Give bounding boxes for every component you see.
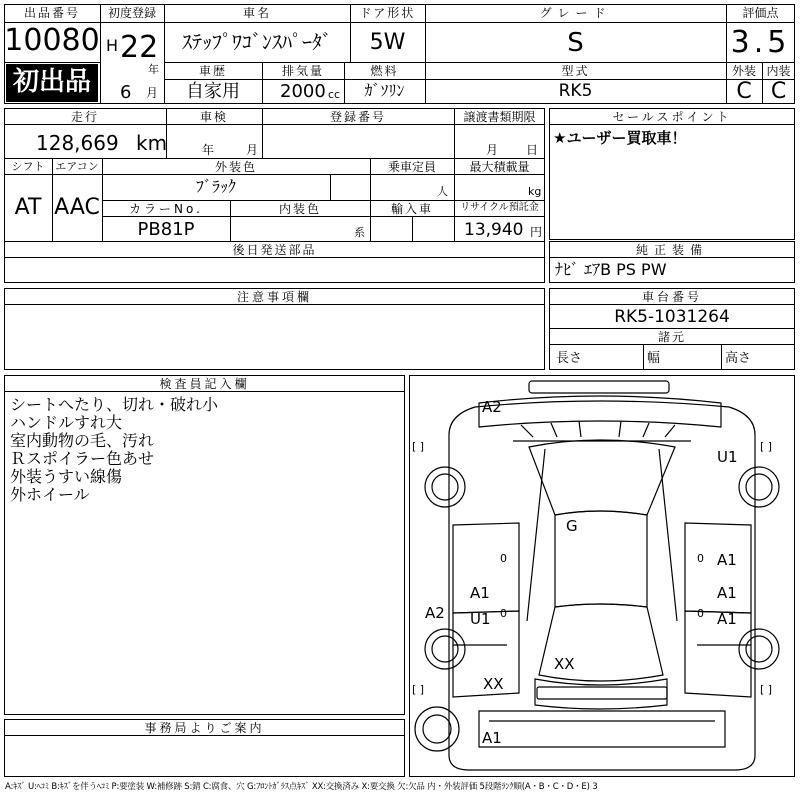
person-unit: 人 bbox=[437, 185, 448, 198]
bracket-mark: [ ] bbox=[412, 440, 425, 453]
chassis-label: 車台番号 bbox=[641, 290, 702, 304]
zero-mark: 0 bbox=[500, 552, 507, 565]
reg-year: 22 bbox=[120, 30, 159, 65]
inspection-label: 車検 bbox=[199, 110, 228, 124]
transfer-day-unit: 日 bbox=[526, 143, 539, 157]
exterior-score: C bbox=[736, 79, 752, 104]
ext-color: ﾌﾞﾗｯｸ bbox=[195, 177, 236, 196]
int-color-label: 内装色 bbox=[278, 202, 321, 216]
capacity-label: 乗車定員 bbox=[387, 160, 436, 174]
damage-mark: A2 bbox=[425, 604, 445, 622]
door-type: 5W bbox=[369, 30, 406, 55]
sales-point-box bbox=[549, 108, 795, 240]
history: 自家用 bbox=[186, 81, 240, 102]
grade-label: グレード bbox=[539, 6, 612, 20]
damage-mark: A1 bbox=[482, 729, 502, 747]
zero-mark: 0 bbox=[500, 607, 507, 620]
damage-mark: A1 bbox=[470, 584, 490, 602]
interior-label: 内装 bbox=[766, 64, 791, 78]
sales-point-label: セールスポイント bbox=[612, 110, 732, 124]
import-label: 輸入車 bbox=[390, 202, 433, 216]
displacement: 2000 bbox=[280, 81, 326, 102]
bracket-mark: [ ] bbox=[760, 440, 773, 453]
reg-era: H bbox=[106, 36, 119, 55]
equipment-label: 純正装備 bbox=[635, 243, 708, 257]
ac-label: エアコン bbox=[55, 160, 99, 173]
first-listing-text: 初出品 bbox=[12, 67, 91, 97]
dims-width: 幅 bbox=[647, 351, 661, 366]
color-no-label: カラーNo. bbox=[129, 202, 203, 216]
displacement-label: 排気量 bbox=[281, 64, 324, 78]
shift-label: シフト bbox=[11, 160, 45, 173]
damage-mark: U1 bbox=[470, 610, 491, 628]
inspector-line: Ｒスポイラー色あせ bbox=[10, 449, 155, 468]
score: 3.5 bbox=[730, 25, 791, 60]
car-name: ｽﾃｯﾌﾟﾜｺﾞﾝｽﾊﾟｰﾀﾞ bbox=[182, 30, 332, 54]
recycle-label: リサイクル預託金 bbox=[460, 202, 539, 213]
yen-unit: 円 bbox=[530, 225, 543, 239]
inspector-label: 検査員記入欄 bbox=[159, 377, 250, 391]
fuel-label: 燃料 bbox=[370, 64, 399, 78]
office-label: 事務局よりご案内 bbox=[144, 721, 265, 735]
transfer-label: 譲渡書類期限 bbox=[463, 110, 536, 124]
score-label: 評価点 bbox=[742, 6, 779, 20]
damage-mark: A2 bbox=[482, 398, 502, 416]
inspector-line: ハンドルすれ大 bbox=[10, 413, 123, 432]
bracket-mark: [ ] bbox=[412, 683, 425, 696]
transfer-month-unit: 月 bbox=[486, 143, 499, 157]
recycle-amount: 13,940 bbox=[464, 220, 524, 240]
car-diagram bbox=[409, 375, 795, 777]
inspector-line: 外ホイール bbox=[10, 485, 90, 504]
lot-label: 出品番号 bbox=[23, 6, 80, 20]
dims-label: 諸元 bbox=[657, 330, 686, 344]
damage-mark: A1 bbox=[717, 551, 737, 569]
reg-label: 初度登録 bbox=[107, 6, 156, 20]
lot-number: 10080 bbox=[4, 23, 100, 58]
damage-mark: A1 bbox=[717, 584, 737, 602]
shift: AT bbox=[14, 195, 42, 220]
color-no: PB81P bbox=[137, 219, 195, 240]
reg-month-unit: 月 bbox=[146, 86, 159, 100]
mileage-label: 走行 bbox=[70, 110, 99, 124]
damage-mark: G bbox=[566, 517, 578, 535]
damage-mark: XX bbox=[483, 675, 504, 693]
inspector-line: シートへたり、切れ・破れ小 bbox=[10, 395, 219, 414]
grade: S bbox=[567, 28, 584, 58]
dims-height: 高さ bbox=[725, 351, 752, 366]
chassis-number: RK5-1031264 bbox=[614, 307, 730, 327]
cc-unit: cc bbox=[328, 88, 341, 101]
interior-score: C bbox=[770, 79, 787, 104]
exterior-label: 外装 bbox=[731, 64, 756, 78]
history-label: 車歴 bbox=[198, 64, 227, 78]
inspection-month-unit: 月 bbox=[246, 143, 259, 157]
bracket-mark: [ ] bbox=[760, 683, 773, 696]
damage-mark: A1 bbox=[717, 610, 737, 628]
zero-mark: 0 bbox=[697, 552, 704, 565]
mileage: 128,669 bbox=[36, 131, 119, 155]
zero-mark: 0 bbox=[697, 607, 704, 620]
model: RK5 bbox=[558, 81, 593, 101]
legend: A:ｷｽﾞ U:ﾍｺﾐ B:ｷｽﾞを伴うﾍｺﾐ P:要塗装 W:補修跡 S:錆 C:腐食、穴 G:ﾌﾛﾝﾄｶﾞﾗｽ点ｷｽﾞ XX:交換済み X:要交換 欠:欠品 内・外装評価 5段階ﾗﾝｸ順(A・B・C・D・E) 3 bbox=[5, 782, 598, 792]
load-label: 最大積載量 bbox=[469, 160, 530, 174]
kg-unit: kg bbox=[528, 185, 542, 198]
regno-label: 登録番号 bbox=[329, 110, 386, 124]
inspector-line: 室内動物の毛、汚れ bbox=[10, 431, 155, 450]
dims-length: 長さ bbox=[556, 351, 583, 366]
fuel: ｶﾞｿﾘﾝ bbox=[364, 81, 405, 100]
inspection-year-unit: 年 bbox=[202, 143, 215, 157]
ac: AAC bbox=[54, 195, 100, 220]
equipment-text: ﾅﾋﾞ ｴｱB PS PW bbox=[555, 260, 667, 279]
damage-mark: U1 bbox=[717, 448, 738, 466]
notes-label: 注意事項欄 bbox=[236, 290, 312, 304]
int-color-unit: 系 bbox=[354, 226, 365, 239]
ext-color-label: 外装色 bbox=[214, 160, 257, 174]
km-unit: km bbox=[136, 131, 168, 155]
sales-point-text: ★ユーザー買取車！ bbox=[553, 129, 687, 147]
reg-year-unit: 年 bbox=[148, 63, 159, 76]
car-name-label: 車名 bbox=[242, 6, 271, 20]
model-label: 型式 bbox=[561, 64, 590, 78]
later-parts-label: 後日発送部品 bbox=[232, 243, 317, 257]
damage-mark: XX bbox=[554, 655, 575, 673]
door-label: ドア形状 bbox=[359, 6, 416, 20]
reg-month: 6 bbox=[120, 82, 132, 103]
inspector-line: 外装うすい線傷 bbox=[10, 467, 123, 486]
